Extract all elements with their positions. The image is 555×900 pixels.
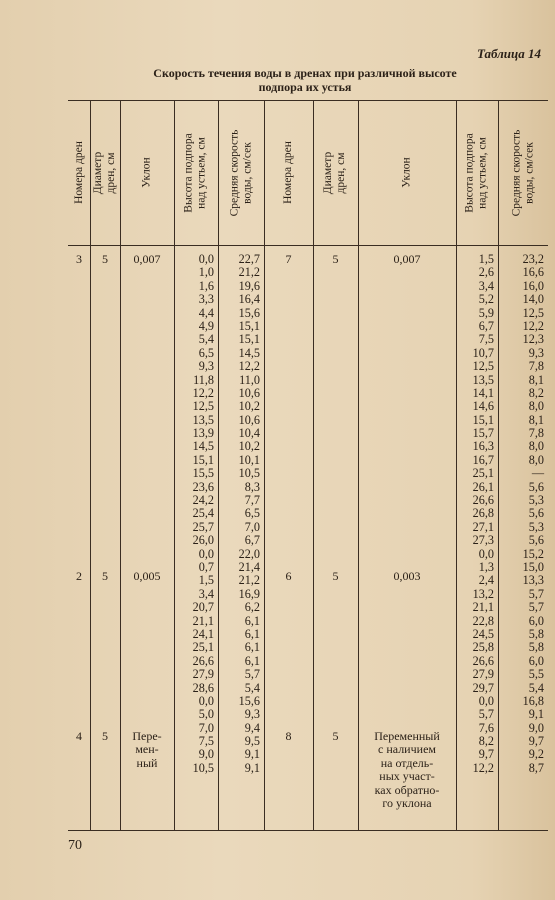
header-diameter-2: Диаметр дрен, см [322,151,348,194]
table-cell-height: 5,9 [478,305,494,320]
table-cell-velocity: 7,7 [244,493,260,508]
right-height-column [456,253,494,775]
table-cell-velocity: 5,3 [528,493,544,508]
table-cell-velocity: 9,5 [244,734,260,749]
table-cell-height: 2,4 [478,573,494,588]
page-number: 70 [68,838,82,853]
table-cell-velocity: 6,5 [244,506,260,521]
table-cell-height: 8,2 [478,734,494,749]
table-cell-height: 0,0 [198,252,214,266]
table-cell-height: 11,8 [193,372,214,387]
table-cell-height: 15,1 [472,412,494,427]
table-cell-velocity: 5,7 [244,667,260,682]
table-cell-velocity: 10,2 [238,439,260,454]
table-cell-velocity: 7,8 [528,426,544,441]
header-bottom-rule [68,245,548,246]
table-cell-velocity: 8,0 [528,399,544,414]
table-cell-velocity: 6,1 [244,640,260,655]
table-cell-velocity: 6,1 [244,613,260,628]
header-slope-2: Уклон [400,157,413,188]
table-cell-velocity: 23,2 [522,252,544,266]
table-cell-height: 5,4 [198,332,214,347]
table-cell-height: 26,6 [472,493,494,508]
table-cell-velocity: 6,7 [244,533,260,548]
table-cell-height: 4,4 [198,305,214,320]
table-cell-height: 27,9 [472,667,494,682]
table-cell-height: 23,6 [192,479,214,494]
table-cell-velocity: 8,2 [528,385,544,400]
left-height-column [174,253,214,775]
left-diameter-1: 5 [102,252,108,266]
table-cell-height: 13,9 [192,426,214,441]
table-cell-velocity: 7,8 [528,359,544,374]
table-cell-velocity: 6,0 [528,613,544,628]
table-cell-velocity: 10,2 [238,399,260,414]
right-velocity-column [498,253,544,775]
table-cell-height: 12,2 [192,385,214,400]
table-cell-height: 7,6 [478,720,494,735]
left-diameter-2: 5 [102,569,108,583]
table-cell-height: 25,1 [472,466,494,481]
right-drain-2: 6 [285,569,292,583]
table-cell-height: 0,0 [478,546,494,561]
table-cell-velocity: 13,3 [522,573,544,588]
table-cell-velocity: 9,2 [528,747,544,762]
left-drain-1: 3 [76,252,82,266]
table-cell-height: 25,7 [192,519,214,534]
table-cell-height: 7,5 [478,332,494,347]
table-cell-height: 5,7 [478,707,494,722]
table-cell-height: 1,6 [198,278,214,293]
table-cell-height: 6,5 [198,345,214,360]
table-cell-velocity: 9,4 [244,720,260,735]
table-cell-velocity: 6,2 [244,600,260,615]
table-cell-height: 2,6 [478,265,494,280]
table-cell-velocity: 5,4 [244,680,260,695]
table-cell-velocity: 12,2 [238,359,260,374]
table-cell-velocity: 14,5 [238,345,260,360]
table-cell-height: 28,6 [192,680,214,695]
table-cell-velocity: 9,1 [244,760,260,775]
table-cell-velocity: 12,5 [522,305,544,320]
header-height-2: Высота подпора над устьем, см [464,132,489,213]
table-cell-velocity: 22,0 [238,546,260,561]
right-slope-2: 0,003 [393,569,421,583]
table-cell-velocity: 15,6 [238,305,260,320]
table-cell-velocity: 16,4 [238,292,260,307]
table-cell-height: 25,4 [192,506,214,521]
table-cell-height: 12,2 [472,760,494,775]
table-cell-height: 26,6 [472,653,494,668]
table-cell-height: 9,7 [478,747,494,762]
table-cell-height: 1,5 [198,573,214,588]
table-cell-velocity: 19,6 [238,278,260,293]
header-height: Высота подпора над устьем, см [183,132,208,213]
table-cell-height: 7,5 [198,734,214,749]
table-cell-velocity: 6,1 [244,653,260,668]
table-cell-velocity: 7,0 [244,519,260,534]
table-cell-velocity: 10,5 [238,466,260,481]
table-bottom-rule [68,830,548,831]
table-cell-height: 5,0 [198,707,214,722]
table-cell-height: 1,3 [478,559,494,574]
table-cell-height: 12,5 [472,359,494,374]
data-table [68,100,548,830]
left-drain-2: 2 [76,569,82,583]
table-cell-velocity: 8,1 [528,372,544,387]
table-cell-height: 1,0 [198,265,214,280]
table-cell-velocity: 9,3 [244,707,260,722]
left-slope-2: 0,005 [133,569,161,583]
table-cell-velocity: 16,6 [522,265,544,280]
left-diameter-3: 5 [102,729,108,743]
table-cell-velocity: 16,8 [522,693,544,708]
table-cell-velocity: 6,1 [244,626,260,641]
left-drain-3: 4 [76,729,82,743]
table-cell-velocity: 5,5 [528,667,544,682]
table-cell-height: 21,1 [472,600,494,615]
table-cell-height: 3,3 [198,292,214,307]
table-cell-velocity: 5,4 [528,680,544,695]
table-cell-velocity: 8,1 [528,412,544,427]
table-cell-height: 22,8 [472,613,494,628]
table-cell-velocity: 6,0 [528,653,544,668]
table-cell-height: 27,1 [472,519,494,534]
table-cell-height: 15,5 [192,466,214,481]
table-cell-velocity: 5,8 [528,626,544,641]
table-cell-height: 13,2 [472,586,494,601]
table-cell-velocity: 9,3 [528,345,544,360]
table-cell-velocity: 5,7 [528,586,544,601]
table-cell-velocity: 21,4 [238,559,260,574]
right-diameter-1: 5 [332,252,339,266]
table-cell-velocity: — [531,466,544,481]
table-cell-velocity: 8,0 [528,439,544,454]
right-diameter-2: 5 [332,569,339,583]
table-label: Таблица 14 [476,46,541,61]
table-cell-velocity: 5,6 [528,506,544,521]
table-cell-velocity: 10,4 [238,426,260,441]
table-cell-velocity: 15,6 [238,693,260,708]
table-cell-height: 20,7 [192,600,214,615]
table-cell-height: 25,1 [192,640,214,655]
right-drain-1: 7 [285,252,292,266]
title-line-2: подпора их устья [258,80,352,94]
table-cell-velocity: 15,2 [522,546,544,561]
table-cell-velocity: 12,3 [522,332,544,347]
table-cell-velocity: 5,7 [528,600,544,615]
table-cell-height: 26,1 [472,479,494,494]
table-cell-velocity: 15,1 [238,318,260,333]
table-cell-height: 15,1 [192,452,214,467]
right-drain-3: 8 [285,729,292,743]
table-cell-height: 3,4 [478,278,494,293]
table-cell-height: 0,0 [198,693,214,708]
table-cell-height: 26,8 [472,506,494,521]
header-drain-no: Номера дрен [72,141,85,204]
header-drain-no-2: Номера дрен [282,141,294,204]
table-cell-velocity: 16,9 [238,586,260,601]
table-cell-height: 0,7 [198,559,214,574]
table-cell-velocity: 21,2 [238,265,260,280]
table-cell-height: 13,5 [192,412,214,427]
table-cell-velocity: 8,3 [244,479,260,494]
table-cell-height: 24,2 [192,493,214,508]
left-slope-1: 0,007 [133,252,161,266]
table-cell-height: 14,6 [472,399,494,414]
table-cell-velocity: 10,6 [238,385,260,400]
table-cell-velocity: 15,1 [238,332,260,347]
right-slope-1: 0,007 [393,252,421,266]
left-slope-3: Пере- мен- ный [132,729,162,770]
table-cell-height: 24,1 [192,626,214,641]
table-cell-height: 27,3 [472,533,494,548]
table-cell-velocity: 15,0 [522,559,544,574]
table-cell-velocity: 10,6 [238,412,260,427]
table-cell-height: 26,6 [192,653,214,668]
table-cell-velocity: 16,0 [522,278,544,293]
table-cell-velocity: 9,0 [528,720,544,735]
table-cell-velocity: 9,1 [528,707,544,722]
table-cell-height: 9,0 [198,747,214,762]
table-cell-height: 13,5 [472,372,494,387]
table-cell-height: 14,5 [192,439,214,454]
table-cell-height: 24,5 [472,626,494,641]
table-cell-velocity: 9,7 [528,734,544,749]
table-cell-height: 4,9 [198,318,214,333]
table-cell-height: 10,7 [472,345,494,360]
header-velocity-2: Средняя скорость воды, см/сек [510,129,536,216]
table-cell-height: 16,7 [472,452,494,467]
table-cell-height: 29,7 [472,680,494,695]
table-cell-velocity: 12,2 [522,318,544,333]
table-cell-height: 0,0 [198,546,214,561]
table-cell-height: 0,0 [478,693,494,708]
table-cell-height: 1,5 [478,252,494,266]
table-cell-height: 5,2 [478,292,494,307]
table-title [70,66,540,94]
table-cell-velocity: 14,0 [522,292,544,307]
header-velocity: Средняя скорость воды, см/сек [228,129,254,216]
table-cell-velocity: 5,6 [528,479,544,494]
table-cell-velocity: 8,7 [528,760,544,775]
table-cell-height: 14,1 [472,385,494,400]
table-cell-height: 16,3 [472,439,494,454]
table-cell-velocity: 5,6 [528,533,544,548]
table-cell-velocity: 8,0 [528,452,544,467]
table-cell-velocity: 5,3 [528,519,544,534]
table-cell-velocity: 10,1 [238,452,260,467]
table-cell-height: 6,7 [478,318,494,333]
table-cell-velocity: 22,7 [238,252,260,266]
header-diameter: Диаметр дрен, см [92,151,117,194]
table-cell-height: 15,7 [472,426,494,441]
table-cell-height: 21,1 [192,613,214,628]
table-cell-height: 26,0 [192,533,214,548]
table-cell-height: 25,8 [472,640,494,655]
table-cell-height: 7,0 [198,720,214,735]
table-cell-height: 12,5 [192,399,214,414]
table-cell-height: 27,9 [192,667,214,682]
right-diameter-3: 5 [332,729,339,743]
table-cell-height: 9,3 [198,359,214,374]
title-line-1: Скорость течения воды в дренах при различной высоте [153,66,457,80]
table-cell-velocity: 5,8 [528,640,544,655]
table-cell-velocity: 11,0 [239,372,260,387]
right-slope-3: Переменный с наличием на отдель- ных участ- ках обратно- го уклона [374,729,440,811]
left-velocity-column [218,253,260,775]
table-cell-velocity: 9,1 [244,747,260,762]
table-cell-height: 10,5 [192,760,214,775]
header-slope: Уклон [140,157,153,188]
table-cell-velocity: 21,2 [238,573,260,588]
table-cell-height: 3,4 [198,586,214,601]
